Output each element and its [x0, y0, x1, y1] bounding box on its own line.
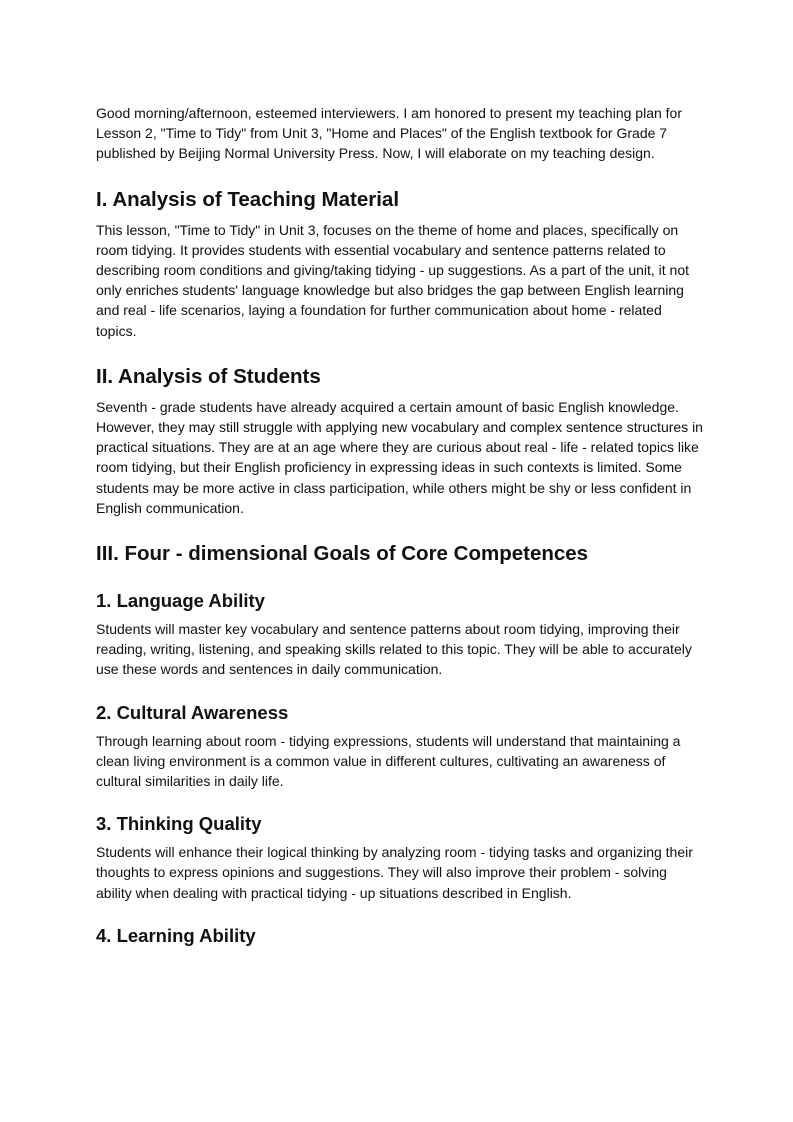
paragraph-students: Seventh - grade students have already acquired a certain amount of basic English knowledge. However, they may still struggle with applying new vocabulary and complex sentence structures in practical situations. They are at an age where they are curious about real - life - related topics like room tidying, but their English proficiency in expressing ideas in such contexts is limited. Some students may be more active in class participation, while others might be shy or less confident in English communication.: [96, 398, 703, 516]
paragraph-teaching-material: This lesson, "Time to Tidy" in Unit 3, focuses on the theme of home and places, specifically on room tidying. It provides students with essential vocabulary and sentence patterns related to describing room conditions and giving/taking tidying - up suggestions. As a part of the unit, it not only enriches students' language knowledge but also bridges the gap between English learning and real - life scenarios, laying a foundation for further communication about home - related topics.: [96, 221, 690, 339]
intro-paragraph: Good morning/afternoon, esteemed interviewers. I am honored to present my teaching plan for Lesson 2, "Time to Tidy" from Unit 3, "Home and Places" of the English textbook for Grade 7 published by Beijing Normal University Press. Now, I will elaborate on my teaching design.: [96, 105, 682, 162]
heading-language-ability: 1. Language Ability: [96, 590, 265, 612]
heading-core-goals: III. Four - dimensional Goals of Core Competences: [96, 542, 589, 566]
paragraph-cultural-awareness: Through learning about room - tidying expressions, students will understand that maintaining a clean living environment is a common value in different cultures, cultivating an awareness of cultural similarities in daily life.: [96, 732, 681, 790]
heading-learning-ability: 4. Learning Ability: [96, 924, 256, 946]
heading-teaching-material: I. Analysis of Teaching Material: [96, 187, 400, 211]
heading-thinking-quality: 3. Thinking Quality: [96, 813, 262, 835]
heading-students: II. Analysis of Students: [96, 364, 321, 388]
paragraph-language-ability: Students will master key vocabulary and sentence patterns about room tidying, improving their reading, writing, listening, and speaking skills related to this topic. They will be able to accurately use these words and sentences in daily communication.: [96, 621, 692, 678]
document-page: [96, 103, 706, 948]
heading-cultural-awareness: 2. Cultural Awareness: [96, 701, 289, 723]
paragraph-thinking-quality: Students will enhance their logical thinking by analyzing room - tidying tasks and organizing their thoughts to express opinions and suggestions. They will also improve their problem - solving ability when dealing with practical tidying - up situations described in English.: [96, 844, 693, 901]
